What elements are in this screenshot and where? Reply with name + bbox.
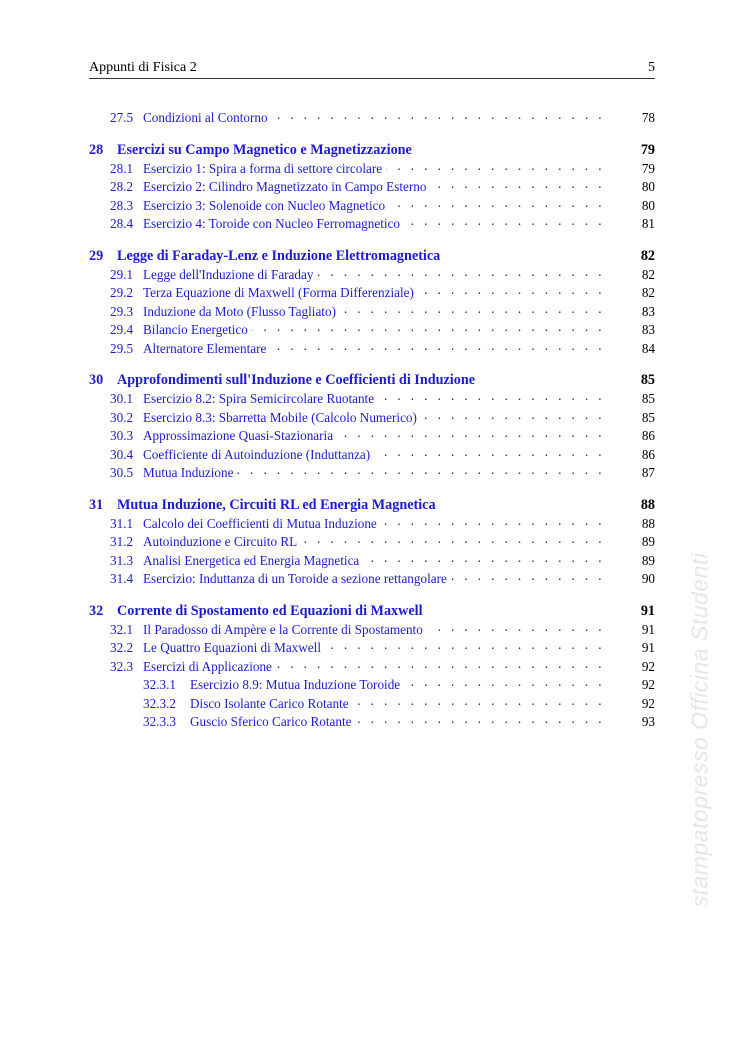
toc-entry-page[interactable]: 91 [641, 640, 655, 655]
toc-entry-number[interactable]: 31.3 [110, 552, 134, 568]
dot-leader [374, 444, 627, 459]
toc-subsection-entry[interactable] [89, 107, 655, 126]
toc-subsection-entry[interactable] [89, 568, 655, 587]
toc-entry-page[interactable]: 83 [641, 303, 655, 319]
toc-entry-page[interactable]: 80 [641, 197, 655, 213]
dot-leader [317, 264, 627, 279]
toc-entry-title[interactable]: Alternatore Elementare [143, 340, 267, 356]
toc-subsection-entry[interactable] [89, 338, 655, 357]
toc-entry-number[interactable]: 30.5 [110, 465, 134, 480]
toc-entry-page[interactable]: 85 [641, 391, 655, 406]
toc-subsection-entry[interactable] [89, 319, 655, 338]
dot-leader [444, 245, 627, 260]
toc-entry-title[interactable]: Esercizio 2: Cilindro Magnetizzato in Campo Esterno [143, 179, 427, 194]
dot-leader [389, 195, 627, 210]
toc-entry-number[interactable]: 29 [89, 247, 104, 264]
toc-subsection-entry[interactable] [89, 619, 655, 638]
dot-leader [378, 388, 627, 403]
toc-entry-title[interactable]: Mutua Induzione, Circuiti RL ed Energia Magnetica [117, 496, 436, 513]
toc-entry-number[interactable]: 30 [89, 372, 104, 388]
toc-entry-title[interactable]: Calcolo dei Coefficienti di Mutua Induzione [143, 515, 377, 531]
dot-leader [340, 301, 627, 316]
dot-leader [252, 319, 627, 334]
toc-entry-page[interactable]: 82 [641, 266, 655, 282]
toc-entry-title[interactable]: Induzione da Moto (Flusso Tagliato) [143, 303, 336, 319]
toc-subsection-entry[interactable] [89, 264, 655, 283]
toc-entry-page[interactable]: 78 [641, 110, 655, 125]
toc-entry-page[interactable]: 91 [640, 602, 655, 619]
toc-entry-number[interactable]: 30.4 [110, 446, 134, 462]
dot-leader [427, 600, 627, 615]
toc-entry-number[interactable]: 28.1 [110, 160, 134, 176]
toc-entry-title[interactable]: Esercizio 1: Spira a forma di settore circolare [143, 160, 383, 176]
toc-entry-page[interactable]: 85 [640, 372, 655, 388]
toc-subsection-entry[interactable] [89, 388, 655, 407]
toc-entry-page[interactable]: 92 [641, 658, 655, 674]
toc-subsection-entry[interactable] [89, 158, 655, 177]
toc-subsection-entry[interactable] [89, 693, 655, 712]
toc-entry-page[interactable]: 88 [641, 515, 655, 531]
dot-leader [416, 139, 627, 154]
toc-entry-title[interactable]: Bilancio Energetico [143, 322, 248, 337]
toc-entry-title[interactable]: Legge di Faraday-Lenz e Induzione Elettromagnetica [117, 247, 441, 264]
toc-entry-page[interactable]: 79 [640, 141, 655, 158]
toc-subsection-entry[interactable] [89, 674, 655, 693]
toc-entry-page[interactable]: 82 [641, 285, 655, 300]
toc-entry-page[interactable]: 86 [641, 428, 655, 443]
dot-leader [337, 425, 627, 440]
dot-leader [386, 158, 627, 173]
toc-entry-number[interactable]: 32.3.2 [143, 695, 176, 711]
toc-entry-number[interactable]: 32.3.3 [143, 714, 176, 729]
toc-subsection-entry[interactable] [89, 176, 655, 195]
toc-entry-page[interactable]: 80 [641, 179, 655, 194]
table-of-contents [89, 107, 655, 730]
toc-entry-number[interactable]: 28.4 [110, 216, 134, 231]
toc-entry-number[interactable]: 27.5 [110, 110, 134, 125]
dot-leader [353, 693, 627, 708]
toc-subsection-entry[interactable] [89, 213, 655, 232]
toc-entry-title[interactable]: Esercizio 4: Toroide con Nucleo Ferromagnetico [143, 216, 401, 231]
toc-subsection-entry[interactable] [89, 282, 655, 301]
toc-section-entry[interactable] [89, 600, 655, 619]
toc-subsection-entry[interactable] [89, 550, 655, 569]
toc-subsection-entry[interactable] [89, 425, 655, 444]
dot-leader [440, 494, 627, 509]
dot-leader [325, 637, 627, 652]
toc-entry-title[interactable]: Esercizi su Campo Magnetico e Magnetizzazione [117, 141, 412, 158]
dot-leader [421, 407, 627, 422]
toc-entry-title[interactable]: Guscio Sferico Carico Rotante [190, 714, 352, 729]
dot-leader [237, 462, 627, 477]
dot-leader [381, 513, 627, 528]
toc-entry-title[interactable]: Esercizio 3: Solenoide con Nucleo Magnetico [143, 197, 386, 213]
toc-entry-number[interactable]: 32.1 [110, 621, 134, 637]
toc-entry-page[interactable]: 86 [641, 446, 655, 462]
toc-entry-number[interactable]: 32.3.1 [143, 677, 176, 692]
toc-entry-title[interactable]: Approfondimenti sull'Induzione e Coefficienti di Induzione [117, 372, 476, 388]
toc-entry-page[interactable]: 89 [641, 534, 655, 549]
toc-entry-number[interactable]: 28.3 [110, 197, 134, 213]
toc-entry-title[interactable]: Esercizi di Applicazione [143, 658, 272, 674]
toc-entry-number[interactable]: 28.2 [110, 179, 134, 194]
toc-entry-title[interactable]: Autoinduzione e Circuito RL [143, 534, 298, 549]
toc-entry-title[interactable]: Il Paradosso di Ampère e la Corrente di Spostamento [143, 621, 423, 637]
toc-entry-page[interactable]: 81 [641, 216, 655, 231]
toc-entry-page[interactable]: 90 [641, 571, 655, 586]
toc-entry-title[interactable]: Esercizio 8.2: Spira Semicircolare Ruotante [143, 391, 375, 406]
toc-section-entry[interactable] [89, 139, 655, 158]
toc-entry-number[interactable]: 30.3 [110, 428, 134, 443]
toc-entry-number[interactable]: 31.2 [110, 534, 134, 549]
toc-entry-page[interactable]: 82 [640, 247, 655, 264]
toc-entry-title[interactable]: Condizioni al Contorno [143, 110, 268, 125]
toc-entry-page[interactable]: 83 [641, 322, 655, 337]
dot-leader [418, 282, 627, 297]
toc-section-entry[interactable] [89, 245, 655, 264]
toc-entry-number[interactable]: 29.3 [110, 303, 134, 319]
toc-entry-title[interactable]: Esercizio: Induttanza di un Toroide a sezione rettangolare [143, 571, 447, 586]
dot-leader [451, 568, 627, 583]
toc-subsection-entry[interactable] [89, 637, 655, 656]
toc-subsection-entry[interactable] [89, 711, 655, 730]
toc-subsection-entry[interactable] [89, 195, 655, 214]
toc-subsection-entry[interactable] [89, 531, 655, 550]
toc-entry-number[interactable]: 29.1 [110, 266, 134, 282]
dot-leader [404, 674, 627, 689]
toc-entry-title[interactable]: Legge dell'Induzione di Faraday [143, 266, 314, 282]
toc-entry-number[interactable]: 31.1 [110, 515, 134, 531]
toc-entry-number[interactable]: 31 [89, 496, 104, 513]
toc-entry-number[interactable]: 29.5 [110, 340, 134, 356]
dot-leader [479, 369, 627, 384]
toc-entry-page[interactable]: 92 [641, 695, 655, 711]
toc-entry-number[interactable]: 31.4 [110, 571, 134, 586]
toc-entry-title[interactable]: Le Quattro Equazioni di Maxwell [143, 640, 321, 655]
toc-entry-title[interactable]: Mutua Induzione [143, 465, 234, 480]
header-page-number: 5 [648, 60, 655, 75]
toc-entry-title[interactable]: Terza Equazione di Maxwell (Forma Differenziale) [143, 285, 414, 300]
toc-subsection-entry[interactable] [89, 301, 655, 320]
toc-entry-number[interactable]: 32.3 [110, 658, 134, 674]
toc-entry-number[interactable]: 29.2 [110, 285, 134, 300]
toc-entry-number[interactable]: 29.4 [110, 322, 134, 337]
toc-entry-title[interactable]: Corrente di Spostamento ed Equazioni di Maxwell [117, 602, 423, 619]
dot-leader [276, 656, 627, 671]
dot-leader [270, 338, 627, 353]
toc-subsection-entry[interactable] [89, 462, 655, 481]
toc-subsection-entry[interactable] [89, 656, 655, 675]
toc-entry-page[interactable]: 88 [640, 496, 655, 513]
toc-entry-title[interactable]: Esercizio 8.3: Sbarretta Mobile (Calcolo Numerico) [143, 409, 417, 425]
toc-subsection-entry[interactable] [89, 407, 655, 426]
dot-leader [404, 213, 627, 228]
header-title: Appunti di Fisica 2 [89, 60, 197, 75]
dot-leader [427, 619, 627, 634]
toc-entry-page[interactable]: 84 [641, 340, 655, 356]
toc-entry-number[interactable]: 32 [89, 602, 104, 619]
toc-entry-number[interactable]: 28 [89, 141, 104, 158]
dot-leader [272, 107, 627, 122]
toc-entry-number[interactable]: 30.2 [110, 409, 134, 425]
toc-section-entry[interactable] [89, 369, 655, 388]
toc-entry-title[interactable]: Coefficiente di Autoinduzione (Induttanza) [143, 446, 371, 462]
running-header [89, 59, 655, 79]
watermark: stampatopresso Officina Studenti [686, 552, 713, 908]
toc-subsection-entry[interactable] [89, 513, 655, 532]
toc-entry-title[interactable]: Disco Isolante Carico Rotante [190, 695, 349, 711]
toc-section-entry[interactable] [89, 494, 655, 513]
toc-entry-page[interactable]: 87 [641, 465, 655, 480]
toc-entry-number[interactable]: 30.1 [110, 391, 134, 406]
toc-entry-title[interactable]: Analisi Energetica ed Energia Magnetica [143, 552, 360, 568]
toc-entry-title[interactable]: Approssimazione Quasi-Stazionaria [143, 428, 334, 443]
dot-leader [356, 711, 627, 726]
toc-subsection-entry[interactable] [89, 444, 655, 463]
toc-entry-page[interactable]: 93 [641, 714, 655, 729]
toc-entry-page[interactable]: 92 [641, 677, 655, 692]
toc-entry-number[interactable]: 32.2 [110, 640, 134, 655]
dot-leader [301, 531, 627, 546]
toc-entry-title[interactable]: Esercizio 8.9: Mutua Induzione Toroide [190, 677, 401, 692]
toc-entry-page[interactable]: 79 [641, 160, 655, 176]
toc-entry-page[interactable]: 85 [641, 409, 655, 425]
dot-leader [363, 550, 627, 565]
dot-leader [430, 176, 627, 191]
toc-entry-page[interactable]: 91 [641, 621, 655, 637]
toc-entry-page[interactable]: 89 [641, 552, 655, 568]
